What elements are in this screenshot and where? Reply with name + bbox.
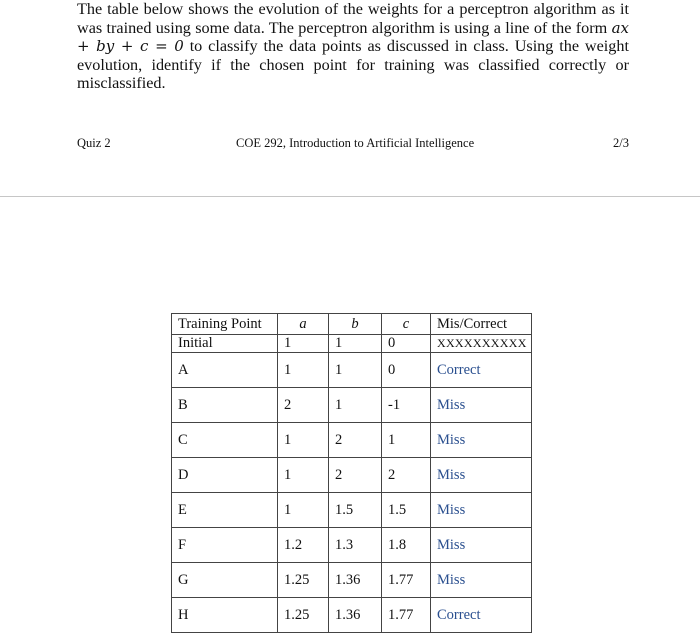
table-row bbox=[172, 598, 532, 633]
cell-b: 1.3 bbox=[329, 528, 382, 563]
cell-a: 1 bbox=[278, 353, 329, 388]
question-text-part1: The table below shows the evolution of the weights for a perceptron algorithm as it was trained using some data. The perceptron algorithm is using a line of the form bbox=[77, 0, 629, 37]
table-row bbox=[172, 353, 532, 388]
table-header-row bbox=[172, 314, 532, 335]
cell-b: 1 bbox=[329, 388, 382, 423]
table-row bbox=[172, 528, 532, 563]
weights-table bbox=[171, 313, 532, 633]
cell-status: Miss bbox=[431, 388, 532, 423]
cell-status: Correct bbox=[431, 353, 532, 388]
header-b: b bbox=[329, 314, 382, 335]
cell-point: C bbox=[172, 423, 278, 458]
cell-point: A bbox=[172, 353, 278, 388]
cell-point: B bbox=[172, 388, 278, 423]
course-title: COE 292, Introduction to Artificial Intelligence bbox=[236, 136, 475, 150]
cell-b: 1 bbox=[329, 335, 382, 353]
page-divider bbox=[0, 196, 700, 197]
cell-status: Miss bbox=[431, 458, 532, 493]
cell-c: 1.77 bbox=[382, 598, 431, 633]
header-mis-correct: Mis/Correct bbox=[431, 314, 532, 335]
page-header bbox=[77, 136, 629, 154]
table-row bbox=[172, 388, 532, 423]
cell-c: 1.8 bbox=[382, 528, 431, 563]
header-c: c bbox=[382, 314, 431, 335]
cell-c: 2 bbox=[382, 458, 431, 493]
table-row bbox=[172, 563, 532, 598]
cell-status: XXXXXXXXXX bbox=[431, 335, 532, 353]
cell-status: Miss bbox=[431, 493, 532, 528]
cell-b: 1 bbox=[329, 353, 382, 388]
table-row bbox=[172, 423, 532, 458]
cell-b: 1.36 bbox=[329, 598, 382, 633]
table-row bbox=[172, 458, 532, 493]
cell-c: 0 bbox=[382, 335, 431, 353]
cell-point: Initial bbox=[172, 335, 278, 353]
line-equation: ax + by + c = 0 bbox=[77, 18, 629, 56]
cell-status: Miss bbox=[431, 423, 532, 458]
table-row-initial bbox=[172, 335, 532, 353]
cell-a: 2 bbox=[278, 388, 329, 423]
cell-b: 1.5 bbox=[329, 493, 382, 528]
cell-c: 1 bbox=[382, 423, 431, 458]
cell-a: 1 bbox=[278, 493, 329, 528]
header-training-point: Training Point bbox=[172, 314, 278, 335]
cell-a: 1 bbox=[278, 423, 329, 458]
cell-b: 2 bbox=[329, 423, 382, 458]
cell-point: G bbox=[172, 563, 278, 598]
quiz-label: Quiz 2 bbox=[77, 136, 111, 150]
cell-a: 1 bbox=[278, 458, 329, 493]
question-text-part2: to classify the data points as discussed in class. Using the weight evolution, identify if the chosen point for training was classified correctly or misclassified. bbox=[77, 37, 629, 93]
cell-b: 2 bbox=[329, 458, 382, 493]
cell-status: Correct bbox=[431, 598, 532, 633]
cell-status: Miss bbox=[431, 563, 532, 598]
cell-b: 1.36 bbox=[329, 563, 382, 598]
cell-c: 1.5 bbox=[382, 493, 431, 528]
cell-c: 1.77 bbox=[382, 563, 431, 598]
question-paragraph bbox=[77, 0, 629, 93]
cell-point: E bbox=[172, 493, 278, 528]
cell-point: F bbox=[172, 528, 278, 563]
cell-point: H bbox=[172, 598, 278, 633]
header-a: a bbox=[278, 314, 329, 335]
cell-a: 1.25 bbox=[278, 598, 329, 633]
cell-a: 1 bbox=[278, 335, 329, 353]
cell-c: 0 bbox=[382, 353, 431, 388]
cell-a: 1.2 bbox=[278, 528, 329, 563]
cell-a: 1.25 bbox=[278, 563, 329, 598]
cell-c: -1 bbox=[382, 388, 431, 423]
page-number: 2/3 bbox=[613, 136, 629, 150]
cell-status: Miss bbox=[431, 528, 532, 563]
table-row bbox=[172, 493, 532, 528]
cell-point: D bbox=[172, 458, 278, 493]
